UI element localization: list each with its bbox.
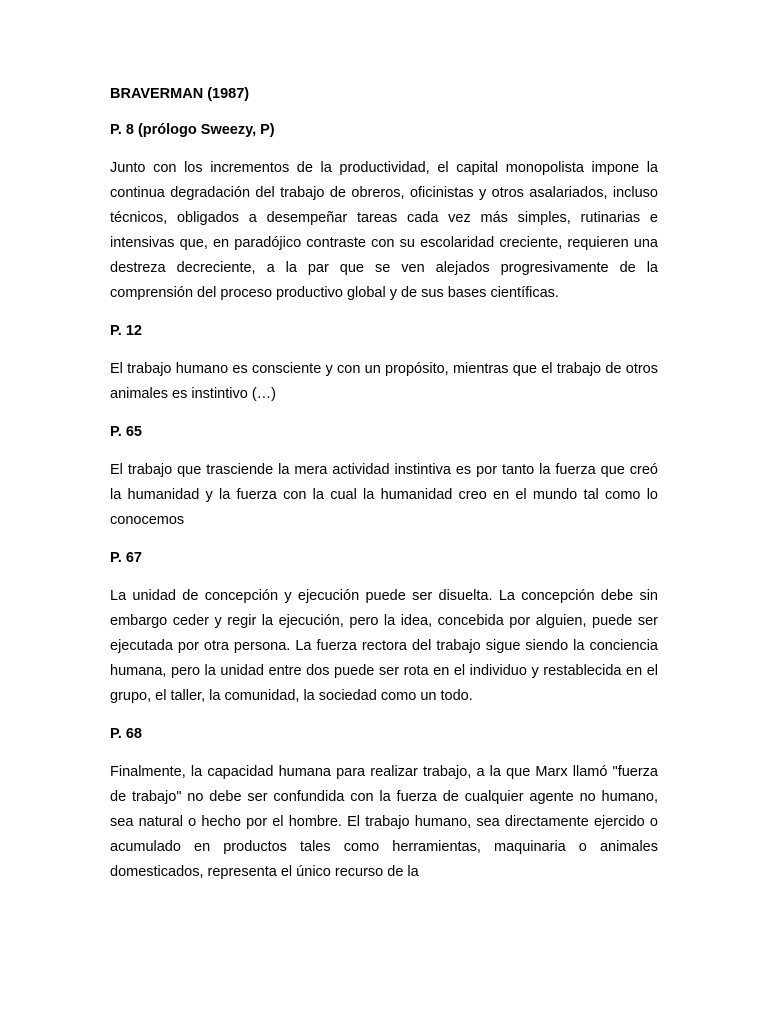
section-heading: P. 8 (prólogo Sweezy, P) (110, 122, 275, 138)
document-title: BRAVERMAN (1987) (110, 86, 250, 102)
section-paragraph: La unidad de concepción y ejecución puede ser disuelta. La concepción debe sin embargo ceder y regir la ejecución, pero la idea, concebida por alguien, puede ser ejecutada por otra persona. La fuerza rectora del trabajo sigue siendo la conciencia humana, pero la unidad entre dos puede ser rota en el individuo y restablecida en el grupo, el taller, la comunidad, la sociedad como un todo. (110, 588, 658, 704)
section-heading: P. 68 (110, 726, 142, 742)
section-heading: P. 67 (110, 550, 142, 566)
section-paragraph: El trabajo que trasciende la mera actividad instintiva es por tanto la fuerza que creó la humanidad y la fuerza con la cual la humanidad creo en el mundo tal como lo conocemos (110, 462, 658, 528)
section-p67 (110, 548, 658, 709)
section-paragraph: El trabajo humano es consciente y con un propósito, mientras que el trabajo de otros animales es instintivo (…) (110, 361, 658, 402)
section-p68 (110, 724, 658, 885)
section-p65 (110, 422, 658, 533)
section-p12 (110, 321, 658, 407)
section-heading: P. 65 (110, 424, 142, 440)
section-paragraph: Junto con los incrementos de la productividad, el capital monopolista impone la continua degradación del trabajo de obreros, oficinistas y otros asalariados, incluso técnicos, obligados a desempeñar tareas cada vez más simples, rutinarias e intensivas que, en paradójico contraste con su escolaridad creciente, requieren una destreza decreciente, a la par que se ven alejados progresivamente de la comprensión del proceso productivo global y de sus bases científicas. (110, 160, 658, 301)
section-paragraph: Finalmente, la capacidad humana para realizar trabajo, a la que Marx llamó "fuerza de trabajo" no debe ser confundida con la fuerza de cualquier agente no humano, sea natural o hecho por el hombre. El trabajo humano, sea directamente ejercido o acumulado en productos tales como herramientas, maquinaria o animales domesticados, representa el único recurso de la (110, 764, 658, 880)
section-p8 (110, 120, 658, 306)
section-heading: P. 12 (110, 323, 142, 339)
